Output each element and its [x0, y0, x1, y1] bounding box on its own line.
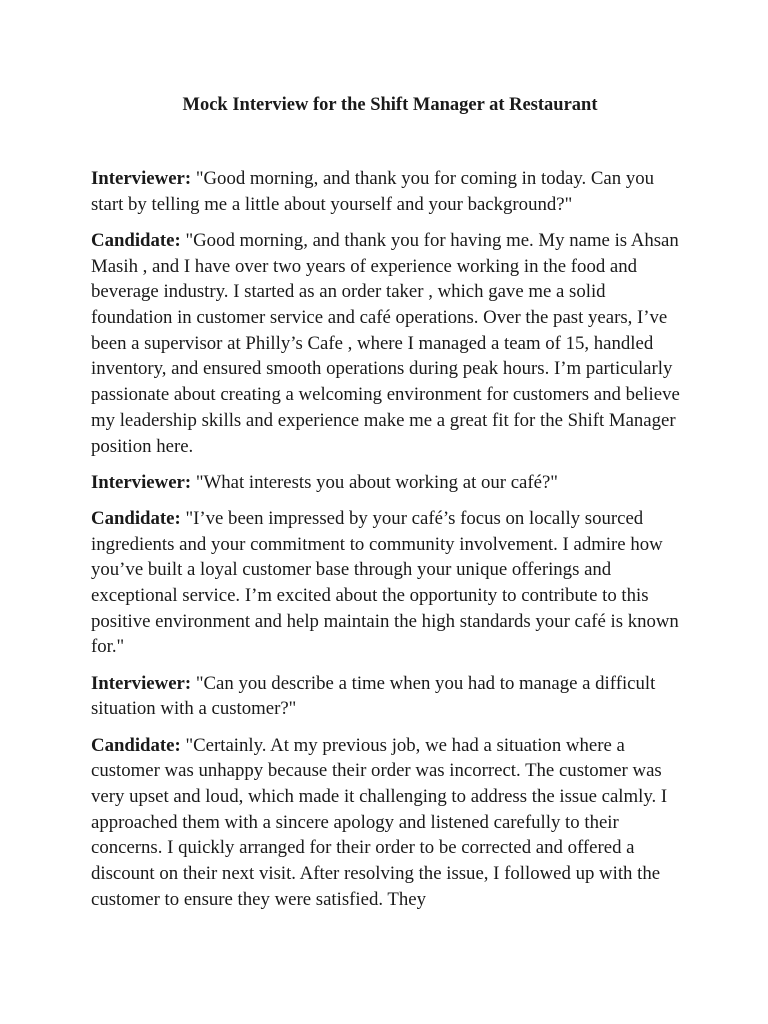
speech-text: "Can you describe a time when you had to manage a difficult situation with a customer?": [91, 672, 656, 720]
speech-text: "I’ve been impressed by your café’s focus on locally sourced ingredients and your commitment to community involvement. I admire how you’ve built a loyal customer base through your unique offerings and exceptional service. I’m excited about the opportunity to contribute to this positive environment and help maintain the high standards your café is known for.": [91, 507, 679, 658]
speaker-label: Interviewer:: [91, 471, 192, 493]
speaker-label: Candidate:: [91, 229, 181, 251]
exchange-paragraph: [91, 470, 691, 496]
exchange-paragraph: [91, 506, 691, 660]
speaker-label: Interviewer:: [91, 672, 192, 694]
speech-text: "Certainly. At my previous job, we had a situation where a customer was unhappy because their order was incorrect. The customer was very upset and loud, which made it challenging to address the issue calmly. I approached them with a sincere apology and listened carefully to their concerns. I quickly arranged for their order to be corrected and offered a discount on their next visit. After resolving the issue, I followed up with the customer to ensure they were satisfied. They: [91, 734, 668, 910]
speaker-label: Candidate:: [91, 734, 181, 756]
exchange-paragraph: [91, 671, 691, 722]
interview-transcript: [91, 166, 691, 923]
speech-text: "Good morning, and thank you for coming in today. Can you start by telling me a little about yourself and your background?": [91, 168, 655, 215]
speech-text: "Good morning, and thank you for having me. My name is Ahsan Masih , and I have over two years of experience working in the food and beverage industry. I started as an order taker , which gave me a solid foundation in customer service and café operations. Over the past years, I’ve been a supervisor at Philly’s Cafe , where I managed a team of 15, handled inventory, and ensured smooth operations during peak hours. I’m particularly passionate about creating a welcoming environment for customers and believe my leadership skills and experience make me a great fit for the Shift Manager position here.: [91, 229, 680, 457]
speaker-label: Interviewer:: [91, 168, 192, 189]
exchange-paragraph: [91, 166, 691, 217]
document-title: Mock Interview for the Shift Manager at Restaurant: [182, 95, 598, 115]
exchange-paragraph: [91, 733, 691, 913]
speech-text: "What interests you about working at our café?": [195, 471, 558, 493]
exchange-paragraph: [91, 228, 691, 459]
speaker-label: Candidate:: [91, 507, 181, 529]
